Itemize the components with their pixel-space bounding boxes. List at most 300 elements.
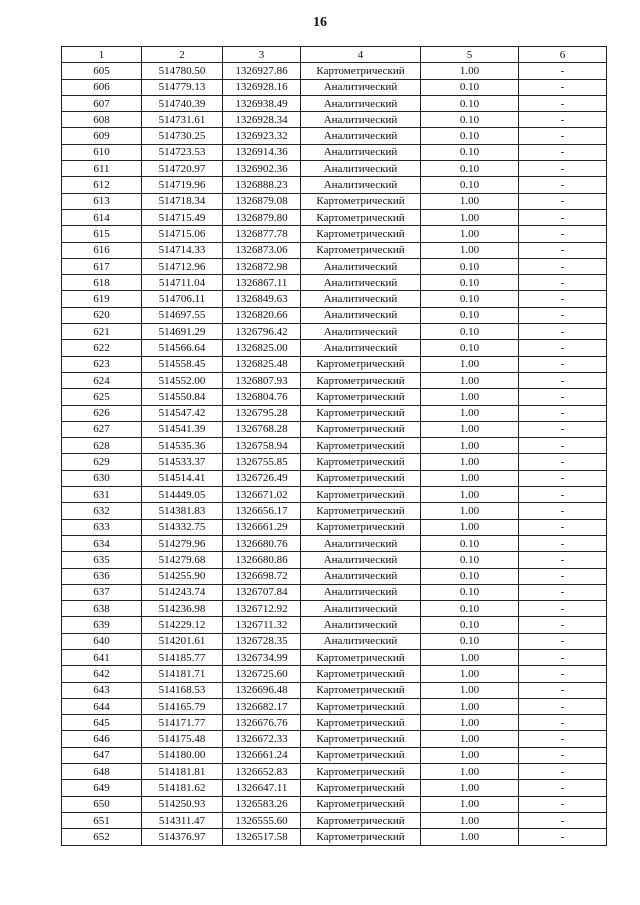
column-header-2: 2 [142, 47, 223, 63]
method-cell: Картометрический [301, 226, 421, 242]
point-number-cell: 630 [62, 470, 142, 486]
table-row [62, 209, 607, 225]
note-cell: - [519, 829, 607, 845]
accuracy-cell: 0.10 [421, 584, 519, 600]
y-coordinate-cell: 1326755.85 [223, 454, 301, 470]
x-coordinate-cell: 514552.00 [142, 372, 223, 388]
method-cell: Аналитический [301, 95, 421, 111]
table-row [62, 258, 607, 274]
note-cell: - [519, 649, 607, 665]
method-cell: Аналитический [301, 258, 421, 274]
note-cell: - [519, 780, 607, 796]
note-cell: - [519, 764, 607, 780]
point-number-cell: 628 [62, 438, 142, 454]
x-coordinate-cell: 514376.97 [142, 829, 223, 845]
y-coordinate-cell: 1326671.02 [223, 487, 301, 503]
point-number-cell: 620 [62, 307, 142, 323]
method-cell: Аналитический [301, 291, 421, 307]
method-cell: Картометрический [301, 731, 421, 747]
note-cell: - [519, 552, 607, 568]
x-coordinate-cell: 514165.79 [142, 698, 223, 714]
x-coordinate-cell: 514514.41 [142, 470, 223, 486]
accuracy-cell: 1.00 [421, 372, 519, 388]
table-row [62, 519, 607, 535]
accuracy-cell: 1.00 [421, 698, 519, 714]
table-row [62, 438, 607, 454]
note-cell: - [519, 144, 607, 160]
y-coordinate-cell: 1326927.86 [223, 63, 301, 79]
y-coordinate-cell: 1326707.84 [223, 584, 301, 600]
table-row [62, 812, 607, 828]
y-coordinate-cell: 1326804.76 [223, 389, 301, 405]
note-cell: - [519, 324, 607, 340]
method-cell: Картометрический [301, 454, 421, 470]
x-coordinate-cell: 514715.49 [142, 209, 223, 225]
x-coordinate-cell: 514740.39 [142, 95, 223, 111]
table-row [62, 649, 607, 665]
y-coordinate-cell: 1326583.26 [223, 796, 301, 812]
x-coordinate-cell: 514720.97 [142, 161, 223, 177]
point-number-cell: 617 [62, 258, 142, 274]
x-coordinate-cell: 514697.55 [142, 307, 223, 323]
accuracy-cell: 0.10 [421, 79, 519, 95]
note-cell: - [519, 519, 607, 535]
point-number-cell: 627 [62, 421, 142, 437]
x-coordinate-cell: 514535.36 [142, 438, 223, 454]
method-cell: Картометрический [301, 193, 421, 209]
point-number-cell: 618 [62, 275, 142, 291]
y-coordinate-cell: 1326661.24 [223, 747, 301, 763]
method-cell: Аналитический [301, 568, 421, 584]
note-cell: - [519, 209, 607, 225]
method-cell: Аналитический [301, 552, 421, 568]
column-header-5: 5 [421, 47, 519, 63]
method-cell: Картометрический [301, 682, 421, 698]
note-cell: - [519, 161, 607, 177]
accuracy-cell: 1.00 [421, 731, 519, 747]
x-coordinate-cell: 514718.34 [142, 193, 223, 209]
method-cell: Картометрический [301, 649, 421, 665]
note-cell: - [519, 226, 607, 242]
note-cell: - [519, 275, 607, 291]
y-coordinate-cell: 1326867.11 [223, 275, 301, 291]
x-coordinate-cell: 514243.74 [142, 584, 223, 600]
method-cell: Аналитический [301, 128, 421, 144]
y-coordinate-cell: 1326872.98 [223, 258, 301, 274]
accuracy-cell: 0.10 [421, 552, 519, 568]
method-cell: Картометрический [301, 715, 421, 731]
y-coordinate-cell: 1326647.11 [223, 780, 301, 796]
accuracy-cell: 0.10 [421, 258, 519, 274]
accuracy-cell: 1.00 [421, 470, 519, 486]
column-header-1: 1 [62, 47, 142, 63]
point-number-cell: 626 [62, 405, 142, 421]
note-cell: - [519, 633, 607, 649]
y-coordinate-cell: 1326726.49 [223, 470, 301, 486]
page-number: 16 [313, 15, 327, 30]
note-cell: - [519, 666, 607, 682]
y-coordinate-cell: 1326849.63 [223, 291, 301, 307]
accuracy-cell: 0.10 [421, 617, 519, 633]
point-number-cell: 646 [62, 731, 142, 747]
method-cell: Картометрический [301, 780, 421, 796]
accuracy-cell: 0.10 [421, 144, 519, 160]
table-row [62, 584, 607, 600]
accuracy-cell: 1.00 [421, 63, 519, 79]
accuracy-cell: 0.10 [421, 128, 519, 144]
method-cell: Картометрический [301, 421, 421, 437]
method-cell: Аналитический [301, 161, 421, 177]
y-coordinate-cell: 1326928.16 [223, 79, 301, 95]
note-cell: - [519, 747, 607, 763]
table-row [62, 63, 607, 79]
method-cell: Картометрический [301, 519, 421, 535]
point-number-cell: 642 [62, 666, 142, 682]
table-row [62, 242, 607, 258]
table-row [62, 291, 607, 307]
table-row [62, 389, 607, 405]
note-cell: - [519, 601, 607, 617]
accuracy-cell: 0.10 [421, 161, 519, 177]
point-number-cell: 606 [62, 79, 142, 95]
note-cell: - [519, 291, 607, 307]
point-number-cell: 613 [62, 193, 142, 209]
point-number-cell: 623 [62, 356, 142, 372]
x-coordinate-cell: 514175.48 [142, 731, 223, 747]
y-coordinate-cell: 1326914.36 [223, 144, 301, 160]
point-number-cell: 605 [62, 63, 142, 79]
point-number-cell: 641 [62, 649, 142, 665]
accuracy-cell: 1.00 [421, 666, 519, 682]
y-coordinate-cell: 1326825.48 [223, 356, 301, 372]
table-row [62, 698, 607, 714]
x-coordinate-cell: 514255.90 [142, 568, 223, 584]
accuracy-cell: 1.00 [421, 780, 519, 796]
table-row [62, 372, 607, 388]
table-row [62, 177, 607, 193]
point-number-cell: 625 [62, 389, 142, 405]
column-header-6: 6 [519, 47, 607, 63]
accuracy-cell: 1.00 [421, 519, 519, 535]
method-cell: Картометрический [301, 389, 421, 405]
note-cell: - [519, 258, 607, 274]
table-row [62, 633, 607, 649]
y-coordinate-cell: 1326758.94 [223, 438, 301, 454]
x-coordinate-cell: 514311.47 [142, 812, 223, 828]
point-number-cell: 636 [62, 568, 142, 584]
table-row [62, 307, 607, 323]
x-coordinate-cell: 514185.77 [142, 649, 223, 665]
x-coordinate-cell: 514229.12 [142, 617, 223, 633]
x-coordinate-cell: 514181.71 [142, 666, 223, 682]
point-number-cell: 607 [62, 95, 142, 111]
x-coordinate-cell: 514181.81 [142, 764, 223, 780]
method-cell: Картометрический [301, 796, 421, 812]
note-cell: - [519, 356, 607, 372]
point-number-cell: 612 [62, 177, 142, 193]
note-cell: - [519, 177, 607, 193]
method-cell: Картометрический [301, 666, 421, 682]
point-number-cell: 616 [62, 242, 142, 258]
point-number-cell: 637 [62, 584, 142, 600]
method-cell: Картометрический [301, 698, 421, 714]
y-coordinate-cell: 1326711.32 [223, 617, 301, 633]
table-row [62, 95, 607, 111]
accuracy-cell: 0.10 [421, 177, 519, 193]
y-coordinate-cell: 1326555.60 [223, 812, 301, 828]
x-coordinate-cell: 514279.68 [142, 552, 223, 568]
table-row [62, 405, 607, 421]
y-coordinate-cell: 1326712.92 [223, 601, 301, 617]
accuracy-cell: 0.10 [421, 275, 519, 291]
method-cell: Аналитический [301, 633, 421, 649]
x-coordinate-cell: 514250.93 [142, 796, 223, 812]
accuracy-cell: 0.10 [421, 633, 519, 649]
table-row [62, 601, 607, 617]
y-coordinate-cell: 1326680.86 [223, 552, 301, 568]
accuracy-cell: 1.00 [421, 487, 519, 503]
accuracy-cell: 1.00 [421, 649, 519, 665]
accuracy-cell: 1.00 [421, 193, 519, 209]
y-coordinate-cell: 1326825.00 [223, 340, 301, 356]
point-number-cell: 651 [62, 812, 142, 828]
accuracy-cell: 1.00 [421, 829, 519, 845]
note-cell: - [519, 698, 607, 714]
x-coordinate-cell: 514714.33 [142, 242, 223, 258]
y-coordinate-cell: 1326661.29 [223, 519, 301, 535]
accuracy-cell: 1.00 [421, 405, 519, 421]
y-coordinate-cell: 1326682.17 [223, 698, 301, 714]
x-coordinate-cell: 514715.06 [142, 226, 223, 242]
accuracy-cell: 1.00 [421, 421, 519, 437]
point-number-cell: 638 [62, 601, 142, 617]
x-coordinate-cell: 514550.84 [142, 389, 223, 405]
x-coordinate-cell: 514181.62 [142, 780, 223, 796]
x-coordinate-cell: 514168.53 [142, 682, 223, 698]
accuracy-cell: 0.10 [421, 112, 519, 128]
y-coordinate-cell: 1326888.23 [223, 177, 301, 193]
method-cell: Аналитический [301, 535, 421, 551]
table-row [62, 275, 607, 291]
note-cell: - [519, 95, 607, 111]
note-cell: - [519, 112, 607, 128]
point-number-cell: 652 [62, 829, 142, 845]
note-cell: - [519, 421, 607, 437]
method-cell: Картометрический [301, 503, 421, 519]
point-number-cell: 615 [62, 226, 142, 242]
x-coordinate-cell: 514711.04 [142, 275, 223, 291]
note-cell: - [519, 487, 607, 503]
x-coordinate-cell: 514332.75 [142, 519, 223, 535]
x-coordinate-cell: 514449.05 [142, 487, 223, 503]
x-coordinate-cell: 514723.53 [142, 144, 223, 160]
point-number-cell: 622 [62, 340, 142, 356]
x-coordinate-cell: 514381.83 [142, 503, 223, 519]
x-coordinate-cell: 514171.77 [142, 715, 223, 731]
y-coordinate-cell: 1326696.48 [223, 682, 301, 698]
table-row [62, 535, 607, 551]
point-number-cell: 648 [62, 764, 142, 780]
note-cell: - [519, 731, 607, 747]
x-coordinate-cell: 514533.37 [142, 454, 223, 470]
table-row [62, 454, 607, 470]
note-cell: - [519, 389, 607, 405]
note-cell: - [519, 242, 607, 258]
method-cell: Аналитический [301, 340, 421, 356]
x-coordinate-cell: 514780.50 [142, 63, 223, 79]
point-number-cell: 643 [62, 682, 142, 698]
point-number-cell: 614 [62, 209, 142, 225]
y-coordinate-cell: 1326877.78 [223, 226, 301, 242]
note-cell: - [519, 568, 607, 584]
accuracy-cell: 0.10 [421, 307, 519, 323]
accuracy-cell: 0.10 [421, 324, 519, 340]
x-coordinate-cell: 514719.96 [142, 177, 223, 193]
note-cell: - [519, 796, 607, 812]
method-cell: Картометрический [301, 242, 421, 258]
y-coordinate-cell: 1326879.08 [223, 193, 301, 209]
method-cell: Картометрический [301, 63, 421, 79]
x-coordinate-cell: 514731.61 [142, 112, 223, 128]
y-coordinate-cell: 1326820.66 [223, 307, 301, 323]
accuracy-cell: 0.10 [421, 291, 519, 307]
accuracy-cell: 1.00 [421, 389, 519, 405]
method-cell: Аналитический [301, 324, 421, 340]
y-coordinate-cell: 1326938.49 [223, 95, 301, 111]
accuracy-cell: 0.10 [421, 340, 519, 356]
note-cell: - [519, 715, 607, 731]
method-cell: Картометрический [301, 470, 421, 486]
y-coordinate-cell: 1326873.06 [223, 242, 301, 258]
note-cell: - [519, 617, 607, 633]
table-row [62, 503, 607, 519]
method-cell: Картометрический [301, 487, 421, 503]
method-cell: Аналитический [301, 177, 421, 193]
accuracy-cell: 0.10 [421, 535, 519, 551]
note-cell: - [519, 79, 607, 95]
coordinates-table [61, 46, 607, 846]
table-row [62, 144, 607, 160]
x-coordinate-cell: 514236.98 [142, 601, 223, 617]
point-number-cell: 619 [62, 291, 142, 307]
method-cell: Аналитический [301, 584, 421, 600]
note-cell: - [519, 454, 607, 470]
table-row [62, 666, 607, 682]
accuracy-cell: 1.00 [421, 715, 519, 731]
accuracy-cell: 1.00 [421, 356, 519, 372]
accuracy-cell: 1.00 [421, 747, 519, 763]
table-row [62, 796, 607, 812]
point-number-cell: 640 [62, 633, 142, 649]
point-number-cell: 647 [62, 747, 142, 763]
table-row [62, 421, 607, 437]
table-header-row [62, 47, 607, 63]
accuracy-cell: 0.10 [421, 601, 519, 617]
method-cell: Аналитический [301, 307, 421, 323]
method-cell: Аналитический [301, 79, 421, 95]
note-cell: - [519, 128, 607, 144]
y-coordinate-cell: 1326795.28 [223, 405, 301, 421]
table-row [62, 682, 607, 698]
note-cell: - [519, 584, 607, 600]
point-number-cell: 609 [62, 128, 142, 144]
table-row [62, 731, 607, 747]
y-coordinate-cell: 1326928.34 [223, 112, 301, 128]
point-number-cell: 635 [62, 552, 142, 568]
point-number-cell: 631 [62, 487, 142, 503]
note-cell: - [519, 340, 607, 356]
y-coordinate-cell: 1326725.60 [223, 666, 301, 682]
accuracy-cell: 0.10 [421, 95, 519, 111]
method-cell: Картометрический [301, 829, 421, 845]
table-row [62, 747, 607, 763]
point-number-cell: 639 [62, 617, 142, 633]
table-row [62, 340, 607, 356]
point-number-cell: 632 [62, 503, 142, 519]
point-number-cell: 650 [62, 796, 142, 812]
y-coordinate-cell: 1326902.36 [223, 161, 301, 177]
table-row [62, 829, 607, 845]
table-row [62, 470, 607, 486]
note-cell: - [519, 503, 607, 519]
method-cell: Аналитический [301, 275, 421, 291]
y-coordinate-cell: 1326652.83 [223, 764, 301, 780]
x-coordinate-cell: 514547.42 [142, 405, 223, 421]
y-coordinate-cell: 1326807.93 [223, 372, 301, 388]
accuracy-cell: 1.00 [421, 682, 519, 698]
y-coordinate-cell: 1326517.58 [223, 829, 301, 845]
column-header-4: 4 [301, 47, 421, 63]
method-cell: Аналитический [301, 144, 421, 160]
x-coordinate-cell: 514712.96 [142, 258, 223, 274]
method-cell: Картометрический [301, 812, 421, 828]
note-cell: - [519, 438, 607, 454]
accuracy-cell: 1.00 [421, 764, 519, 780]
x-coordinate-cell: 514706.11 [142, 291, 223, 307]
x-coordinate-cell: 514201.61 [142, 633, 223, 649]
note-cell: - [519, 682, 607, 698]
table-row [62, 324, 607, 340]
note-cell: - [519, 63, 607, 79]
x-coordinate-cell: 514279.96 [142, 535, 223, 551]
y-coordinate-cell: 1326680.76 [223, 535, 301, 551]
method-cell: Аналитический [301, 601, 421, 617]
x-coordinate-cell: 514180.00 [142, 747, 223, 763]
y-coordinate-cell: 1326672.33 [223, 731, 301, 747]
note-cell: - [519, 372, 607, 388]
y-coordinate-cell: 1326796.42 [223, 324, 301, 340]
table-row [62, 161, 607, 177]
method-cell: Картометрический [301, 438, 421, 454]
accuracy-cell: 1.00 [421, 242, 519, 258]
accuracy-cell: 1.00 [421, 796, 519, 812]
point-number-cell: 629 [62, 454, 142, 470]
table-row [62, 356, 607, 372]
table-row [62, 552, 607, 568]
method-cell: Картометрический [301, 764, 421, 780]
note-cell: - [519, 535, 607, 551]
accuracy-cell: 1.00 [421, 454, 519, 470]
y-coordinate-cell: 1326734.99 [223, 649, 301, 665]
x-coordinate-cell: 514779.13 [142, 79, 223, 95]
y-coordinate-cell: 1326676.76 [223, 715, 301, 731]
method-cell: Картометрический [301, 405, 421, 421]
x-coordinate-cell: 514691.29 [142, 324, 223, 340]
y-coordinate-cell: 1326656.17 [223, 503, 301, 519]
note-cell: - [519, 812, 607, 828]
y-coordinate-cell: 1326698.72 [223, 568, 301, 584]
table-row [62, 617, 607, 633]
